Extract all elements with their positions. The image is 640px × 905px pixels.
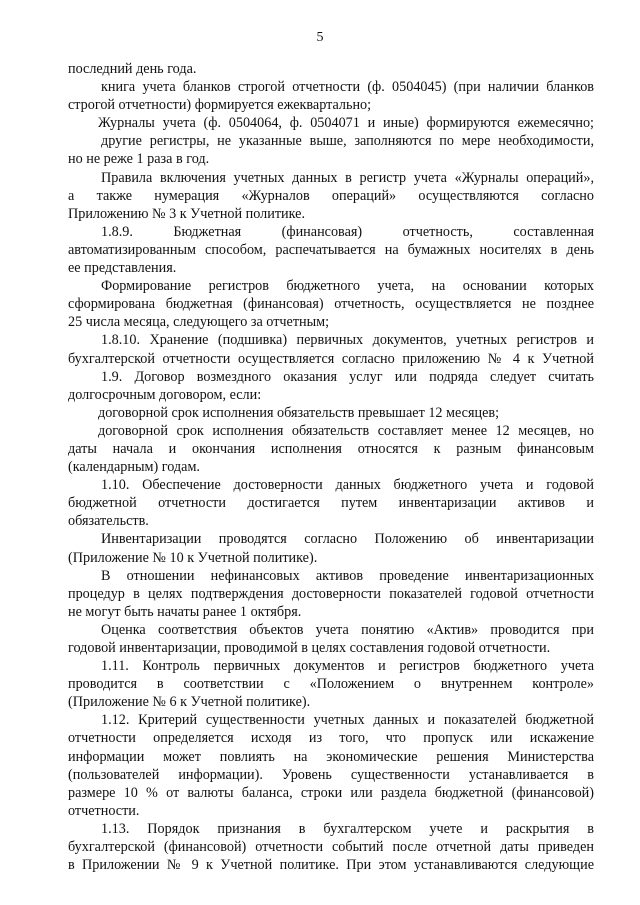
text-line: 1.9. Договор возмездного оказания услуг или подряда следует считать	[101, 368, 594, 385]
text-line: долгосрочным договором, если:	[68, 386, 262, 403]
text-line: размере 10 % от валюты баланса, строки или раздела бюджетной (финансовой)	[68, 784, 594, 801]
text-line: ее представления.	[68, 260, 177, 277]
text-line: другие регистры, не указанные выше, заполняются по мере необходимости,	[101, 133, 594, 150]
text-line: В отношении нефинансовых активов проведение инвентаризационных	[101, 567, 594, 584]
text-line: 1.12. Критерий существенности учетных данных и показателей бюджетной	[101, 712, 594, 729]
text-line: годовой инвентаризации, проводимой в целях составления годовой отчетности.	[68, 640, 551, 656]
text-line: 25 числа месяца, следующего за отчетным;	[68, 314, 330, 331]
text-line: сформирована бюджетная (финансовая) отчетность, осуществляется не позднее	[68, 296, 594, 313]
text-line: 1.8.10. Хранение (подшивка) первичных документов, учетных регистров и	[101, 332, 594, 349]
text-line: Приложению № 3 к Учетной политике.	[68, 205, 306, 222]
text-line: строгой отчетности) формируется ежеквартально;	[68, 97, 372, 114]
text-line: Оценка соответствия объектов учета понятию «Актив» проводится при	[101, 621, 594, 638]
text-line: бухгалтерской отчетности осуществляется согласно приложению № 4 к Учетной	[68, 350, 594, 367]
text-line: 1.8.9. Бюджетная (финансовая) отчетность, составленная	[101, 223, 594, 240]
text-line: последний день года.	[68, 61, 197, 77]
text-line: обязательств.	[68, 513, 149, 530]
text-line: проводится в соответствии с «Положением о внутреннем контроле»	[68, 676, 594, 693]
text-line: (пользователей информации). Уровень существенности устанавливается в	[68, 766, 594, 783]
text-line: Правила включения учетных данных в регистр учета «Журналы операций»,	[101, 169, 594, 186]
text-line: но не реже 1 раза в год.	[68, 151, 210, 168]
text-line: отчетности определяется исходя из того, что пропуск или искажение	[68, 730, 594, 747]
text-line: (календарным) годам.	[68, 459, 200, 476]
text-line: Формирование регистров бюджетного учета, на основании которых	[101, 278, 594, 295]
text-line: бюджетной отчетности достигается путем инвентаризации активов и	[68, 495, 594, 512]
text-line: бухгалтерской (финансовой) отчетности событий после отчетной даты приведен	[68, 839, 594, 856]
text-line: даты начала и окончания исполнения относятся к разным финансовым	[68, 440, 594, 457]
text-line: Журналы учета (ф. 0504064, ф. 0504071 и иные) формируются ежемесячно;	[98, 115, 594, 132]
text-line: (Приложение № 10 к Учетной политике).	[68, 549, 318, 566]
text-line: автоматизированным способом, распечатывается на бумажных носителях в день	[68, 241, 594, 258]
text-line: Инвентаризации проводятся согласно Положению об инвентаризации	[101, 531, 594, 548]
text-line: в Приложении № 9 к Учетной политике. При этом устанавливаются следующие	[68, 857, 594, 874]
page-number: 5	[316, 30, 324, 45]
text-line: 1.11. Контроль первичных документов и регистров бюджетного учета	[101, 658, 594, 675]
text-line: не могут быть начаты ранее 1 октября.	[68, 603, 302, 620]
text-line: договорной срок исполнения обязательств превышает 12 месяцев;	[98, 404, 500, 421]
text-line: (Приложение № 6 к Учетной политике).	[68, 694, 311, 711]
text-line: 1.10. Обеспечение достоверности данных бюджетного учета и годовой	[101, 477, 594, 494]
document-body	[68, 60, 594, 874]
text-line: а также нумерация «Журналов операций» осуществляются согласно	[68, 187, 594, 204]
text-line: 1.13. Порядок признания в бухгалтерском учете и раскрытия в	[101, 820, 594, 837]
text-line: процедур в целях подтверждения достоверности показателей годовой отчетности	[68, 585, 594, 602]
text-line: информации может повлиять на экономические решения Министерства	[68, 748, 594, 765]
text-line: договорной срок исполнения обязательств составляет менее 12 месяцев, но	[98, 422, 594, 439]
text-line: отчетности.	[68, 802, 140, 819]
text-line: книга учета бланков строгой отчетности (ф. 0504045) (при наличии бланков	[101, 79, 594, 96]
